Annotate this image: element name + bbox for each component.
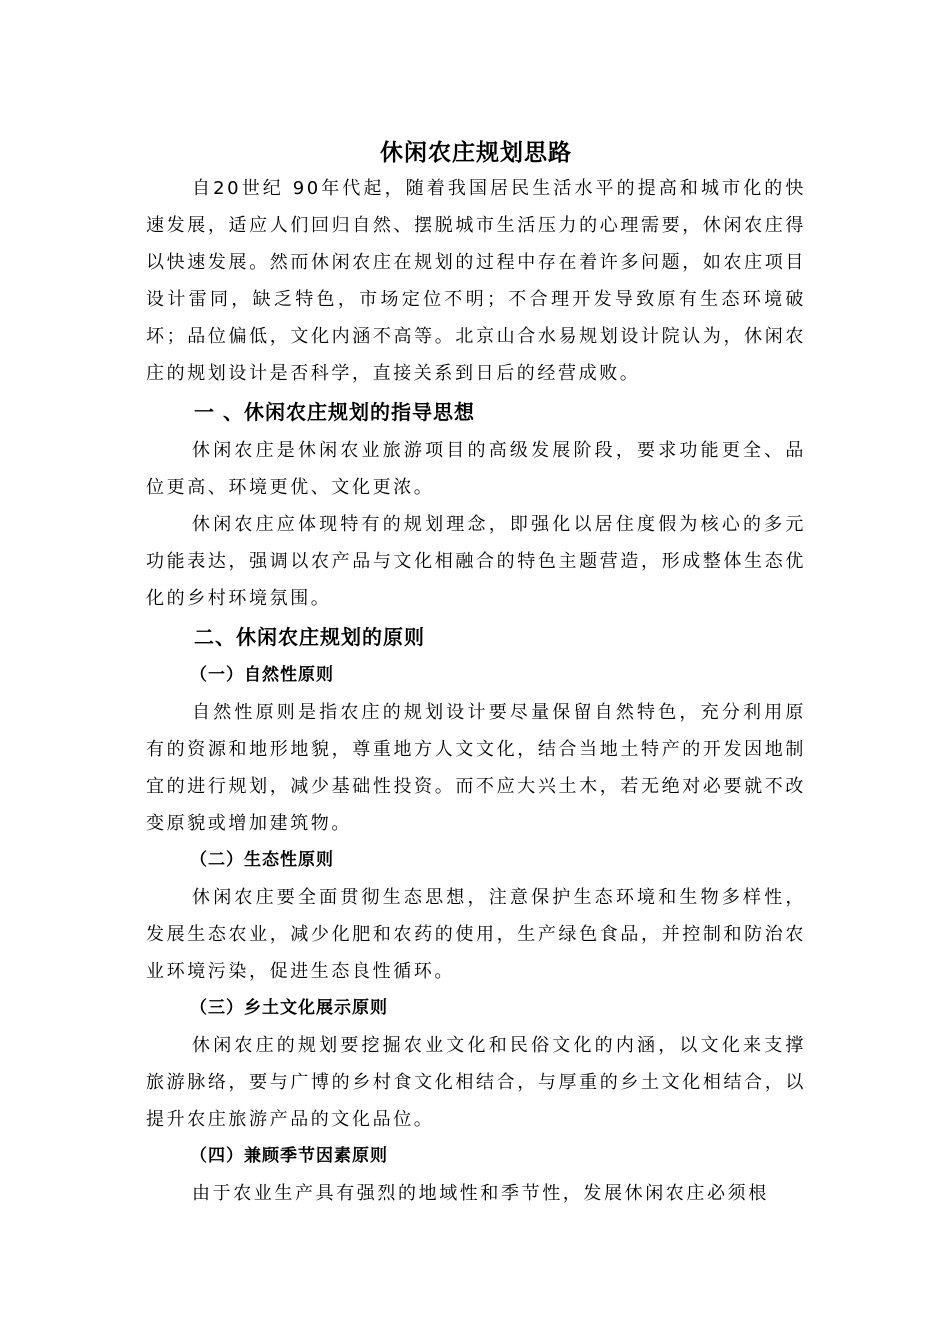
section-1-heading: 一 、休闲农庄规划的指导思想 [194,400,475,424]
subsection-1-paragraph: 自然性原则是指农庄的规划设计要尽量保留自然特色，充分利用原有的资源和地形地貌，尊重地方人文文化，结合当地土特产的开发因地制宜的进行规划，减少基础性投资。而不应大兴土木，若无绝对必要就不改变原貌或增加建筑物。 [146,702,806,834]
subsection-2-paragraph: 休闲农庄要全面贯彻生态思想，注意保护生态环境和生物多样性，发展生态农业，减少化肥和农药的使用，生产绿色食品，并控制和防治农业环境污染，促进生态良性循环。 [146,887,806,982]
subsection-4-heading: （四）兼顾季节因素原则 [190,1146,388,1166]
subsection-3-heading: （三）乡土文化展示原则 [190,998,388,1018]
section-2-heading: 二、休闲农庄规划的原则 [194,625,425,649]
subsection-1-heading: （一）自然性原则 [190,665,334,685]
subsection-4-paragraph: 由于农业生产具有强烈的地域性和季节性，发展休闲农庄必须根 [192,1183,769,1204]
document-body [146,136,806,1212]
subsection-2-heading: （二）生态性原则 [190,850,334,870]
section-1-paragraph-1: 休闲农庄是休闲农业旅游项目的高级发展阶段，要求功能更全、品位更高、环境更优、文化更浓。 [146,440,806,498]
document-title: 休闲农庄规划思路 [380,140,572,166]
subsection-3-paragraph: 休闲农庄的规划要挖掘农业文化和民俗文化的内涵，以文化来支撑旅游脉络，要与广博的乡村食文化相结合，与厚重的乡土文化相结合，以提升农庄旅游产品的文化品位。 [146,1035,806,1130]
intro-paragraph: 自20世纪 90年代起，随着我国居民生活水平的提高和城市化的快速发展，适应人们回归自然、摆脱城市生活压力的心理需要，休闲农庄得以快速发展。然而休闲农庄在规划的过程中存在着许多问题，如农庄项目设计雷同，缺乏特色，市场定位不明；不合理开发导致原有生态环境破坏；品位偏低，文化内涵不高等。北京山合水易规划设计院认为，休闲农庄的规划设计是否科学，直接关系到日后的经营成败。 [146,178,806,384]
section-1-paragraph-2: 休闲农庄应体现特有的规划理念，即强化以居住度假为核心的多元功能表达，强调以农产品与文化相融合的特色主题营造，形成整体生态优化的乡村环境氛围。 [146,514,806,609]
